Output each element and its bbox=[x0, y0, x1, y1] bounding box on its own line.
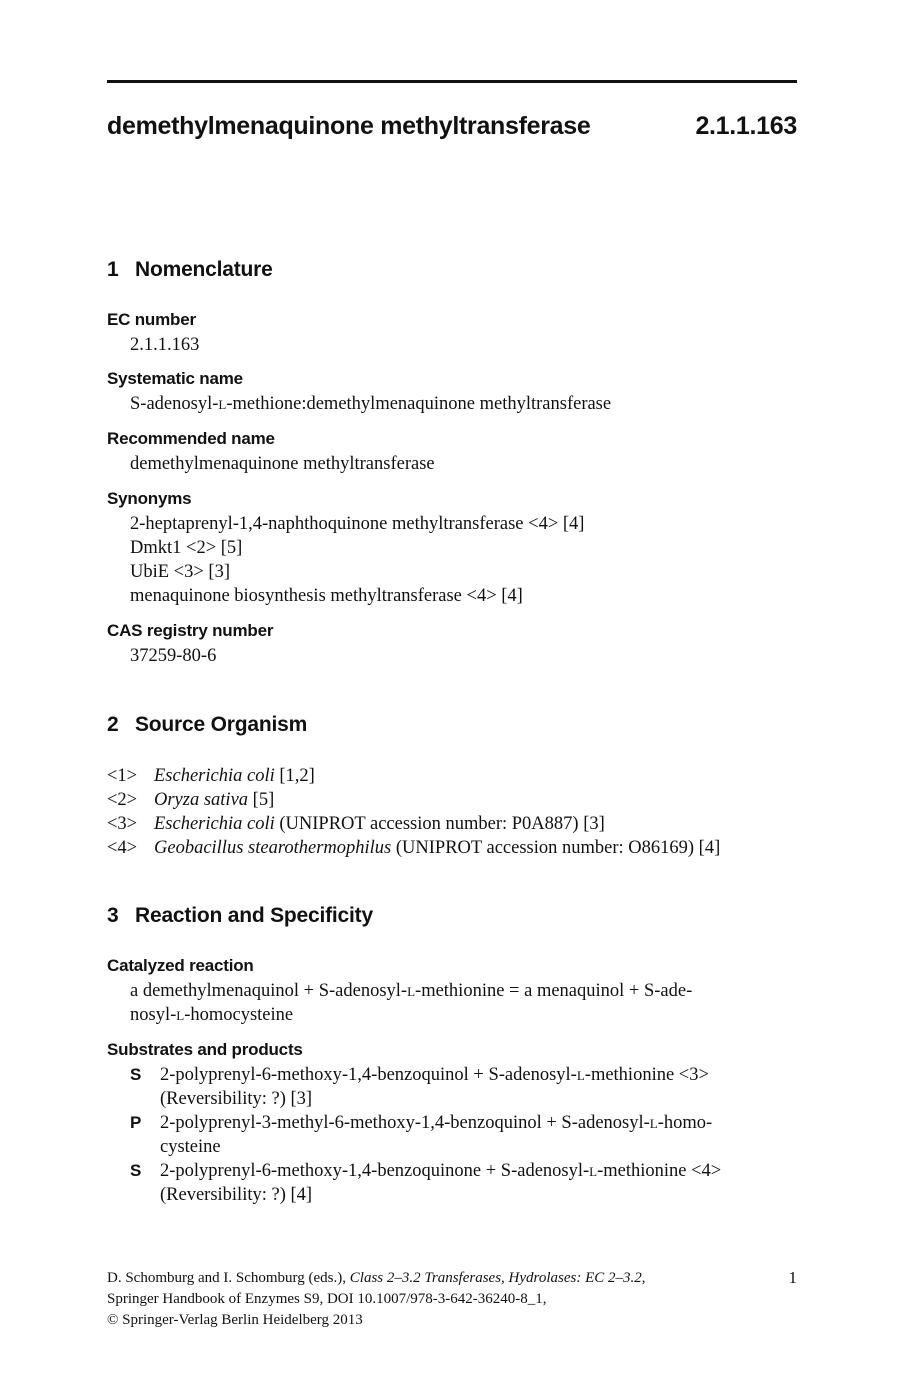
section-heading-reaction: 3 Reaction and Specificity bbox=[107, 904, 373, 927]
ec-number-label: EC number bbox=[107, 310, 196, 329]
systematic-name-value: S-adenosyl-l-methione:demethylmenaquinone methyltransferase bbox=[130, 394, 612, 414]
organism-item: <3> Escherichia coli (UNIPROT accession number: P0A887) [3] bbox=[107, 814, 605, 834]
section-heading-source-organism: 2 Source Organism bbox=[107, 713, 308, 736]
header bbox=[107, 112, 797, 141]
organism-item: <2> Oryza sativa [5] bbox=[107, 790, 275, 810]
cas-number-value: 37259-80-6 bbox=[130, 646, 217, 666]
synonym-item: Dmkt1 <2> [5] bbox=[130, 538, 243, 558]
systematic-name-label: Systematic name bbox=[107, 369, 243, 388]
recommended-name-value: demethylmenaquinone methyltransferase bbox=[130, 454, 435, 474]
page-title: demethylmenaquinone methyltransferase bbox=[107, 112, 591, 140]
synonym-item: UbiE <3> [3] bbox=[130, 562, 230, 582]
catalyzed-reaction-line: nosyl-l-homocysteine bbox=[130, 1005, 294, 1025]
cas-number-label: CAS registry number bbox=[107, 621, 274, 640]
sp-type-letter: S bbox=[130, 1161, 142, 1180]
header-rule bbox=[107, 80, 797, 83]
citation-footer: D. Schomburg and I. Schomburg (eds.), Class 2–3.2 Transferases, Hydrolases: EC 2–3.2, Springer Handbook of Enzymes S9, DOI 10.1007/978-3-642-36240-8_1, © Springer-Verlag Berlin Heidelberg 2013 bbox=[107, 1270, 646, 1328]
synonyms-label: Synonyms bbox=[107, 489, 192, 508]
substrate-product-item: S 2-polyprenyl-6-methoxy-1,4-benzoquinone + S-adenosyl-l-methionine <4> (Reversibility: ?) [4] bbox=[130, 1161, 722, 1205]
substrate-product-item: S 2-polyprenyl-6-methoxy-1,4-benzoquinol + S-adenosyl-l-methionine <3> (Reversibility: ?) [3] bbox=[130, 1065, 709, 1109]
ec-number-title: 2.1.1.163 bbox=[695, 112, 797, 140]
organism-item: <4> Geobacillus stearothermophilus (UNIPROT accession number: O86169) [4] bbox=[107, 838, 721, 858]
synonym-item: 2-heptaprenyl-1,4-naphthoquinone methyltransferase <4> [4] bbox=[130, 514, 585, 534]
section-heading-nomenclature: 1 Nomenclature bbox=[107, 258, 273, 281]
organism-item: <1> Escherichia coli [1,2] bbox=[107, 766, 315, 786]
synonym-item: menaquinone biosynthesis methyltransferase <4> [4] bbox=[130, 586, 523, 606]
recommended-name-label: Recommended name bbox=[107, 429, 275, 448]
catalyzed-reaction-label: Catalyzed reaction bbox=[107, 956, 254, 975]
substrate-product-item: P 2-polyprenyl-3-methyl-6-methoxy-1,4-benzoquinol + S-adenosyl-l-homo- cysteine bbox=[130, 1113, 713, 1157]
ec-number-value: 2.1.1.163 bbox=[130, 335, 200, 355]
page-number: 1 bbox=[788, 1268, 797, 1287]
sp-type-letter: S bbox=[130, 1065, 142, 1084]
sp-type-letter: P bbox=[130, 1113, 142, 1132]
substrates-products-label: Substrates and products bbox=[107, 1040, 303, 1059]
catalyzed-reaction-line: a demethylmenaquinol + S-adenosyl-l-methionine = a menaquinol + S-ade- bbox=[130, 981, 693, 1001]
